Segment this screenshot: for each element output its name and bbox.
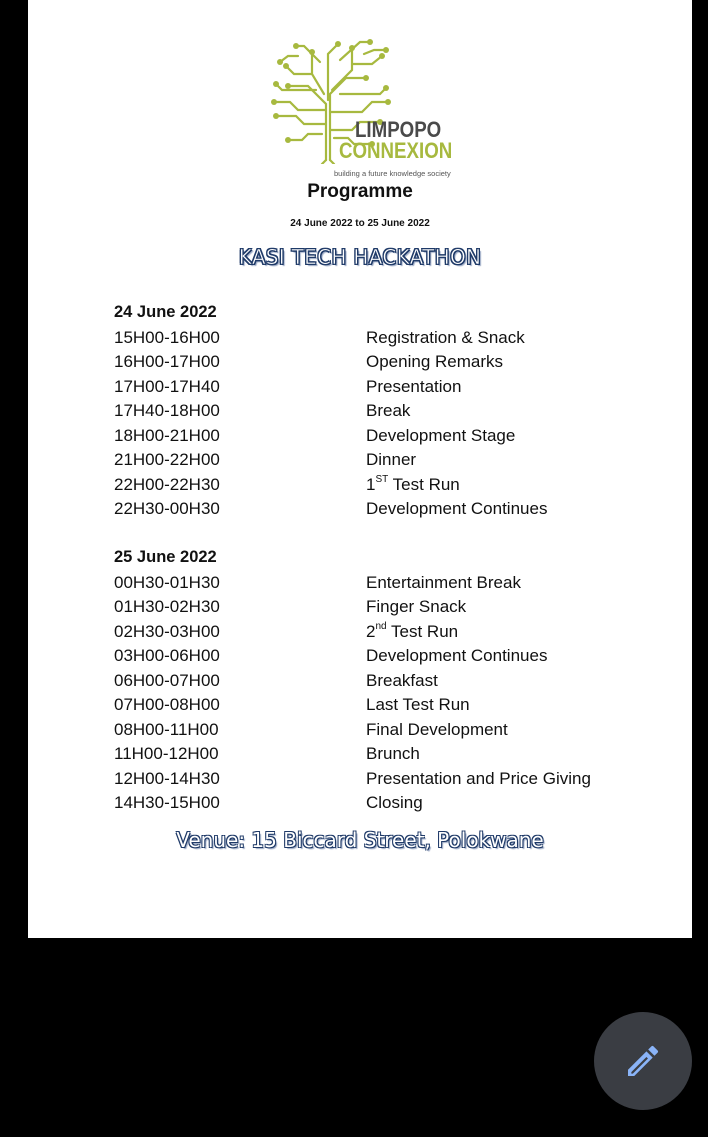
schedule-row [114, 671, 674, 695]
schedule-row [114, 573, 674, 597]
schedule-activity: Opening Remarks [366, 352, 504, 371]
schedule-row [114, 426, 674, 450]
schedule-activity: Development Stage [366, 425, 516, 445]
page-title: Programme [307, 181, 413, 202]
edit-button[interactable] [594, 1012, 692, 1110]
activity-number: 1 [366, 474, 376, 494]
schedule-activity: Development Continues [366, 499, 548, 518]
schedule-row [114, 377, 674, 401]
limpopo-connexion-logo [268, 34, 468, 180]
schedule-row [114, 646, 674, 670]
schedule-row [114, 622, 674, 646]
schedule-time: 14H30-15H00 [114, 793, 220, 812]
schedule-activity [366, 475, 460, 495]
schedule-time: 06H00-07H00 [114, 670, 220, 690]
schedule-time: 17H00-17H40 [114, 376, 220, 396]
venue-line: Venue: 15 Biccard Street, Polokwane [176, 828, 544, 852]
day-heading: 24 June 2022 [114, 303, 217, 321]
schedule-time: 02H30-03H00 [114, 621, 220, 641]
logo-line1: LIMPOPO [355, 117, 442, 142]
schedule-row [114, 450, 674, 474]
schedule-activity: Dinner [366, 450, 417, 469]
schedule-activity: Development Continues [366, 646, 548, 665]
schedule-time: 22H30-00H30 [114, 499, 220, 518]
schedule-row [114, 401, 674, 425]
event-name: KASI TECH HACKATHON [238, 245, 482, 269]
schedule-time: 21H00-22H00 [114, 450, 220, 469]
schedule-time: 22H00-22H30 [114, 474, 220, 494]
schedule-time: 11H00-12H00 [114, 744, 219, 763]
schedule-activity: Breakfast [366, 670, 438, 690]
date-range: 24 June 2022 to 25 June 2022 [290, 218, 430, 229]
schedule-time: 17H40-18H00 [114, 401, 220, 420]
schedule-row [114, 769, 674, 793]
activity-text: Test Run [388, 474, 460, 494]
day-heading: 25 June 2022 [114, 548, 217, 566]
schedule-time: 08H00-11H00 [114, 719, 219, 739]
schedule-time: 16H00-17H00 [114, 352, 220, 371]
schedule-activity: Finger Snack [366, 597, 467, 616]
schedule-row [114, 744, 674, 768]
schedule-activity: Entertainment Break [366, 572, 521, 592]
schedule-activity: Presentation [366, 376, 462, 396]
schedule-activity [366, 622, 458, 642]
schedule-time: 18H00-21H00 [114, 425, 220, 445]
schedule-row [114, 475, 674, 499]
schedule-time: 00H30-01H30 [114, 572, 220, 592]
schedule-row [114, 695, 674, 719]
schedule-row [114, 499, 674, 523]
activity-text: Test Run [386, 621, 459, 641]
schedule-row [114, 352, 674, 376]
schedule-row [114, 597, 674, 621]
schedule-activity: Presentation and Price Giving [366, 768, 591, 788]
schedule-activity: Last Test Run [366, 695, 470, 714]
logo-tagline: building a future knowledge society [334, 169, 451, 178]
schedule-row [114, 720, 674, 744]
schedule-row [114, 328, 674, 352]
schedule-time: 15H00-16H00 [114, 327, 220, 347]
schedule-activity: Final Development [366, 719, 508, 739]
activity-ordinal-suffix: ST [375, 473, 389, 485]
pencil-icon [623, 1041, 663, 1081]
logo-line2: CONNEXION [339, 138, 453, 163]
schedule-time: 07H00-08H00 [114, 695, 220, 714]
schedule-time: 01H30-02H30 [114, 597, 220, 616]
schedule-activity: Registration & Snack [366, 327, 525, 347]
schedule-activity: Break [366, 401, 411, 420]
schedule-activity: Brunch [366, 744, 420, 763]
schedule-time: 12H00-14H30 [114, 768, 220, 788]
schedule-time: 03H00-06H00 [114, 646, 220, 665]
schedule-activity: Closing [366, 793, 423, 812]
schedule-row [114, 793, 674, 817]
activity-number: 2 [366, 621, 376, 641]
activity-ordinal-suffix: nd [375, 620, 387, 632]
document-page [28, 0, 692, 938]
